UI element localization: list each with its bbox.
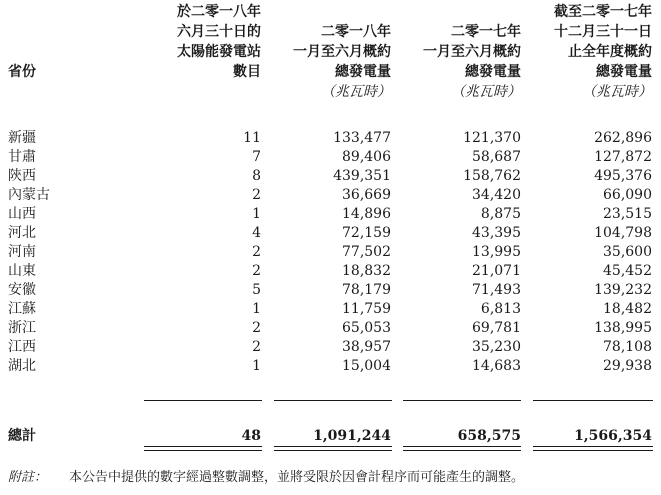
cell-h1-2018: 72,159 [342, 225, 391, 241]
cell-h1-2018: 14,896 [342, 206, 391, 222]
header-gen-2017-fy-line: 止全年度概約 [568, 44, 652, 60]
total-double-rule [533, 446, 653, 451]
cell-h1-2017: 121,370 [463, 130, 521, 146]
header-gen-2018-h1-line: 總發電量 [335, 64, 391, 80]
cell-h1-2017: 14,683 [472, 358, 521, 374]
cell-h1-2017: 43,395 [472, 225, 521, 241]
cell-stations: 5 [252, 282, 261, 298]
cell-stations: 1 [252, 358, 261, 374]
header-gen-2018-h1-line: 二零一八年 [321, 24, 391, 40]
table-row [0, 186, 661, 205]
cell-h1-2017: 13,995 [472, 244, 521, 260]
table-row [0, 129, 661, 148]
cell-h1-2017: 158,762 [463, 168, 521, 184]
cell-stations: 7 [252, 149, 261, 165]
total-fy-2017: 1,566,354 [574, 428, 652, 444]
cell-fy-2017: 45,452 [603, 263, 652, 279]
total-double-rule [144, 446, 262, 451]
header-province: 省份 [8, 64, 36, 80]
total-h1-2017: 658,575 [457, 428, 521, 444]
table-row [0, 243, 661, 262]
cell-h1-2017: 71,493 [472, 282, 521, 298]
header-gen-2017-h1-line: 二零一七年 [451, 24, 521, 40]
cell-h1-2017: 69,781 [472, 320, 521, 336]
header-stations [177, 2, 261, 82]
cell-h1-2018: 439,351 [333, 168, 391, 184]
cell-stations: 2 [252, 187, 261, 203]
cell-h1-2018: 78,179 [342, 282, 391, 298]
cell-province: 新疆 [8, 130, 36, 146]
cell-h1-2018: 65,053 [342, 320, 391, 336]
cell-fy-2017: 139,232 [594, 282, 652, 298]
cell-stations: 2 [252, 320, 261, 336]
header-stations-line: 太陽能發電站 [177, 44, 261, 60]
cell-province: 山東 [8, 263, 36, 279]
cell-stations: 2 [252, 244, 261, 260]
header-gen-2017-fy-unit: （兆瓦時） [582, 84, 652, 100]
table-row [0, 357, 661, 376]
cell-province: 安徽 [8, 282, 36, 298]
table-row [0, 338, 661, 357]
table-row [0, 167, 661, 186]
header-gen-2017-fy [554, 2, 652, 102]
header-gen-2017-fy-line: 十二月三十一日 [554, 24, 652, 40]
cell-province: 陝西 [8, 168, 36, 184]
cell-stations: 2 [252, 339, 261, 355]
cell-province: 浙江 [8, 320, 36, 336]
header-gen-2017-h1-unit: （兆瓦時） [451, 84, 521, 100]
cell-h1-2018: 77,502 [342, 244, 391, 260]
cell-h1-2018: 15,004 [342, 358, 391, 374]
table-row [0, 148, 661, 167]
cell-h1-2018: 11,759 [342, 301, 391, 317]
table-row [0, 319, 661, 338]
cell-province: 河北 [8, 225, 36, 241]
cell-stations: 1 [252, 301, 261, 317]
footnote-label: 附註： [8, 470, 48, 485]
cell-province: 河南 [8, 244, 36, 260]
cell-stations: 2 [252, 263, 261, 279]
cell-stations: 4 [252, 225, 261, 241]
cell-fy-2017: 138,995 [594, 320, 652, 336]
header-stations-line: 數目 [233, 64, 261, 80]
cell-province: 內蒙古 [8, 187, 50, 203]
cell-fy-2017: 104,798 [594, 225, 652, 241]
total-row [0, 427, 661, 446]
cell-stations: 8 [252, 168, 261, 184]
header-stations-line: 六月三十日的 [177, 24, 261, 40]
cell-h1-2017: 21,071 [472, 263, 521, 279]
cell-fy-2017: 262,896 [594, 130, 652, 146]
total-label: 總計 [8, 428, 36, 444]
cell-h1-2018: 38,957 [342, 339, 391, 355]
cell-h1-2018: 36,669 [342, 187, 391, 203]
header-gen-2018-h1 [293, 22, 391, 102]
table-row [0, 262, 661, 281]
cell-h1-2017: 35,230 [472, 339, 521, 355]
subtotal-rule [274, 400, 392, 401]
cell-h1-2017: 58,687 [472, 149, 521, 165]
cell-stations: 1 [252, 206, 261, 222]
header-stations-line: 於二零一八年 [177, 4, 261, 20]
table-row [0, 224, 661, 243]
table-row [0, 281, 661, 300]
cell-fy-2017: 18,482 [603, 301, 652, 317]
header-gen-2017-fy-line: 總發電量 [596, 64, 652, 80]
footnote-text: 本公告中提供的數字經過整數調整，並將受限於因會計程序而可能產生的調整。 [69, 470, 525, 485]
cell-h1-2018: 89,406 [342, 149, 391, 165]
cell-province: 山西 [8, 206, 36, 222]
cell-h1-2018: 133,477 [333, 130, 391, 146]
total-double-rule [403, 446, 521, 451]
cell-h1-2017: 6,813 [480, 301, 521, 317]
cell-fy-2017: 495,376 [594, 168, 652, 184]
header-gen-2018-h1-unit: （兆瓦時） [321, 84, 391, 100]
total-stations: 48 [241, 428, 261, 444]
table-row [0, 300, 661, 319]
cell-province: 江西 [8, 339, 36, 355]
total-double-rule [274, 446, 392, 451]
cell-province: 湖北 [8, 358, 36, 374]
header-gen-2017-h1 [423, 22, 521, 102]
header-gen-2017-h1-line: 一月至六月概約 [423, 44, 521, 60]
header-gen-2017-fy-line: 截至二零一七年 [554, 4, 652, 20]
subtotal-rule [144, 400, 262, 401]
cell-fy-2017: 23,515 [603, 206, 652, 222]
cell-h1-2017: 34,420 [472, 187, 521, 203]
cell-province: 江蘇 [8, 301, 36, 317]
subtotal-rule [533, 400, 653, 401]
cell-fy-2017: 127,872 [594, 149, 652, 165]
cell-province: 甘肅 [8, 149, 36, 165]
cell-fy-2017: 35,600 [603, 244, 652, 260]
table-row [0, 205, 661, 224]
subtotal-rule [403, 400, 521, 401]
cell-stations: 11 [243, 130, 261, 146]
cell-h1-2018: 18,832 [342, 263, 391, 279]
total-h1-2018: 1,091,244 [313, 428, 391, 444]
cell-fy-2017: 78,108 [603, 339, 652, 355]
cell-fy-2017: 29,938 [603, 358, 652, 374]
cell-h1-2017: 8,875 [480, 206, 521, 222]
footnote [8, 469, 524, 487]
cell-fy-2017: 66,090 [603, 187, 652, 203]
header-gen-2018-h1-line: 一月至六月概約 [293, 44, 391, 60]
header-gen-2017-h1-line: 總發電量 [465, 64, 521, 80]
